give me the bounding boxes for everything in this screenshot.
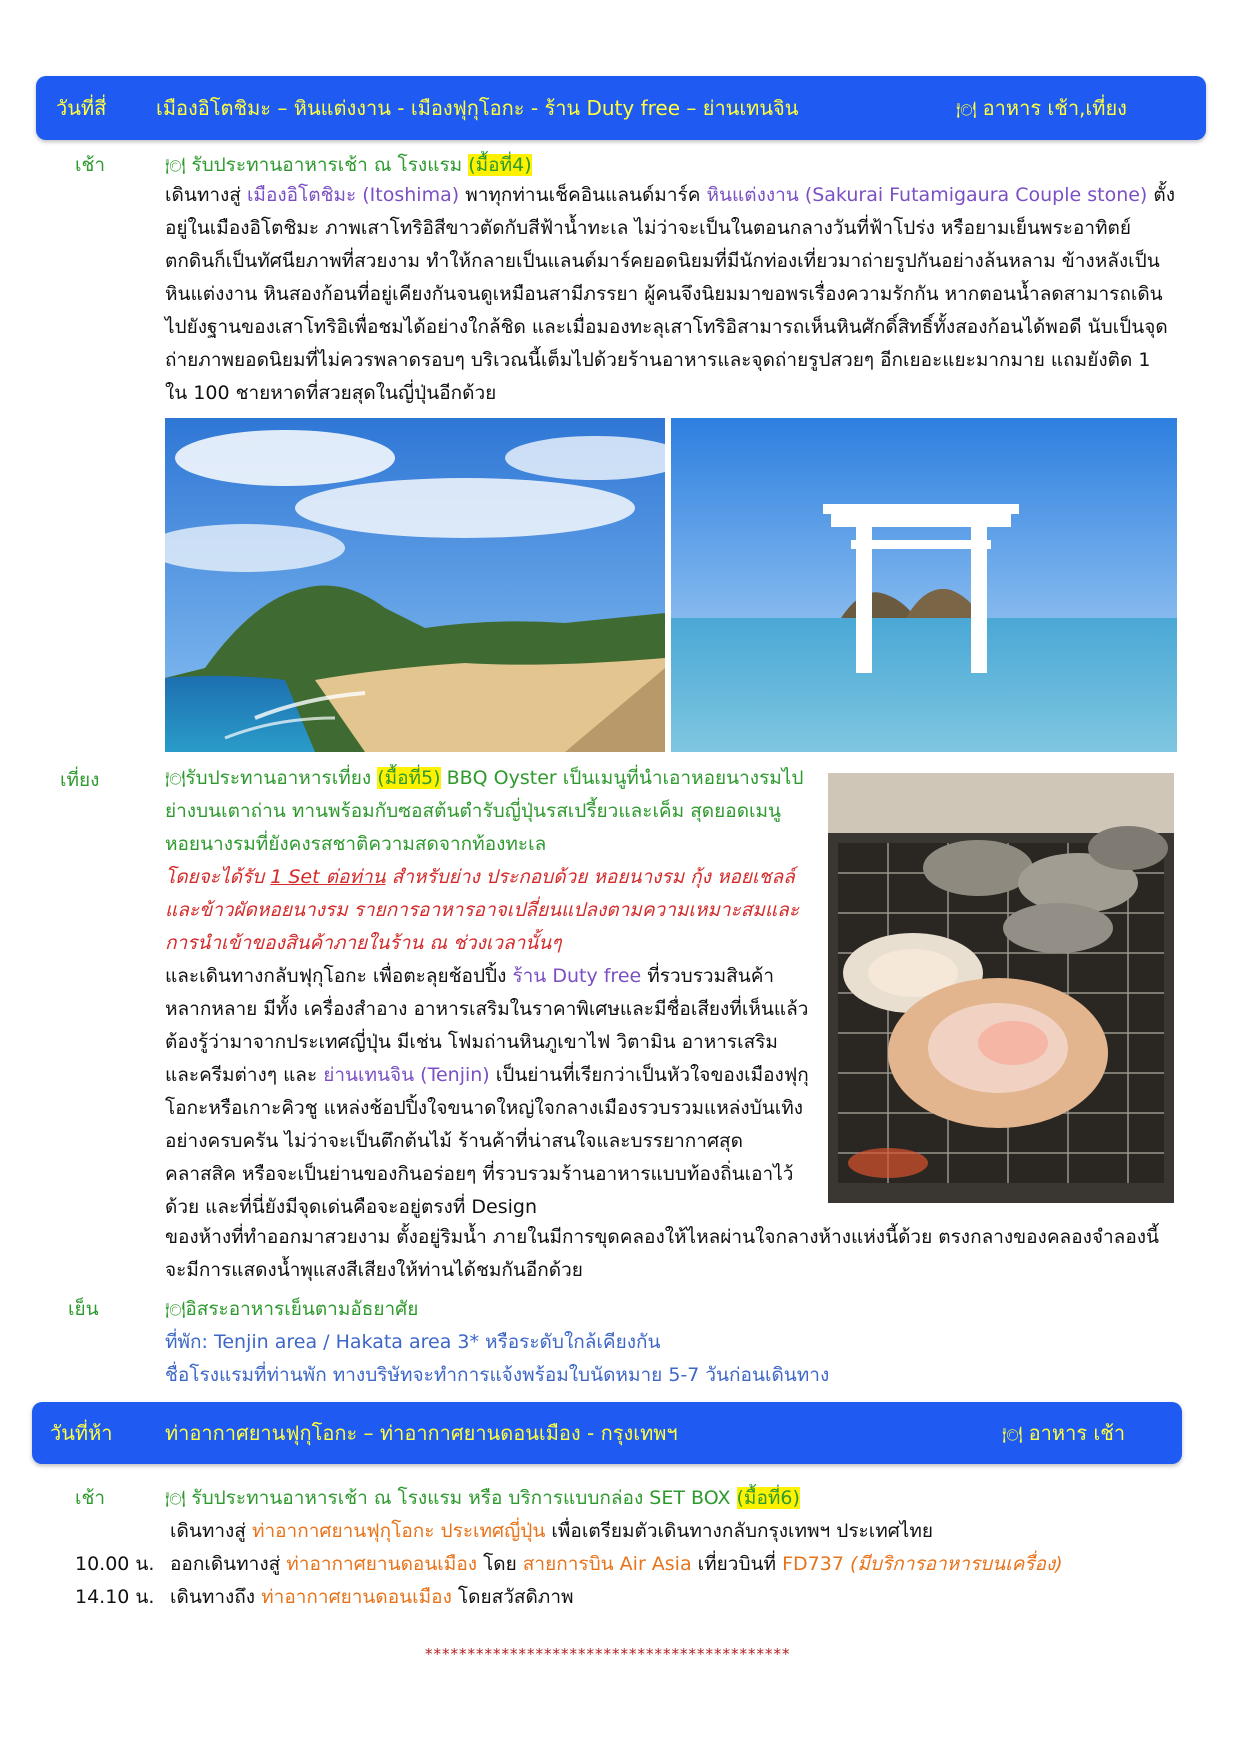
torii-couple-stone-photo — [671, 418, 1177, 752]
day5-morning-slot: เช้า — [75, 1487, 106, 1509]
day4-route: เมืองอิโตชิมะ – หินแต่งงาน - เมืองฟุกุโอกะ - ร้าน Duty free – ย่านเทนจิน — [156, 96, 799, 120]
day4-day-label: วันที่สี่ — [56, 96, 107, 120]
day5-meals: 🍽 อาหาร เช้า — [1002, 1421, 1126, 1445]
beach-photo — [165, 418, 665, 752]
day4-lunch-slot: เที่ยง — [60, 769, 100, 791]
plate-fork-icon: 🍽 — [165, 1300, 186, 1319]
plate-fork-icon: 🍽 — [956, 100, 977, 119]
day4-lunch-note: โดยจะได้รับ 1 Set ต่อท่าน สำหรับย่าง ประกอบด้วย หอยนางรม กุ้ง หอยเชลล์ และข้าวผัดหอยนางรม รายการอาหารอาจเปลี่ยนแปลงตามความเหมาะสมและการนำเข้าของสินค้าภายในร้าน ณ ช่วงเวลานั้นๆ — [165, 866, 800, 954]
hotel-info: ที่พัก: Tenjin area / Hakata area 3* หรือระดับใกล้เคียงกัน — [165, 1331, 661, 1353]
day5-day-label: วันที่ห้า — [50, 1421, 113, 1445]
meal-number: (มื้อที่5) — [377, 767, 441, 789]
arrival-line: เดินทางถึง ท่าอากาศยานดอนเมือง โดยสวัสดิภาพ — [170, 1586, 574, 1608]
arrival-time: 14.10 น. — [75, 1586, 155, 1608]
day4-lunch-paragraph: 🍽รับประทานอาหารเที่ยง (มื้อที่5) BBQ Oyster เป็นเมนูที่นำเอาหอยนางรมไปย่างบนเตาถ่าน ทานพร้อมกับซอสต้นตำรับญี่ปุ่นรสเปรี้ยวและเค็ม สุดยอดเมนูหอยนางรมที่ยังคงรสชาติความสดจากท้องทะเล — [165, 767, 804, 855]
plate-fork-icon: 🍽 — [1002, 1425, 1023, 1444]
plate-fork-icon: 🍽 — [165, 1489, 186, 1508]
day5-header-bar — [32, 1402, 1182, 1464]
day4-morning-paragraph: เดินทางสู่ เมืองอิโตชิมะ (Itoshima) พาทุกท่านเช็คอินแลนด์มาร์ค หินแต่งงาน (Sakurai Futamigaura Couple stone) ตั้งอยู่ในเมืองอิโตชิมะ ภาพเสาโทริอิสีขาวตัดกับสีฟ้าน้ำทะเล ไม่ว่าจะเป็นในตอนกลางวันที่ฟ้าโปร่ง หรือยามเย็นพระอาทิตย์ตกดินก็เป็นทัศนียภาพที่สวยงาม ทำให้กลายเป็นแลนด์มาร์คยอดนิยมที่มีนักท่องเที่ยวมาถ่ายรูปกันอย่างล้นหลาม ข้างหลังเป็นหินแต่งงาน หินสองก้อนที่อยู่เคียงกันจนดูเหมือนสามีภรรยา ผู้คนจึงนิยมมาขอพรเรื่องความรักกัน หากตอนน้ำลดสามารถเดินไปยังฐานของเสาโทริอิเพื่อชมได้อย่างใกล้ชิด และเมื่อมองทะลุเสาโทริอิสามารถเห็นหินศักดิ์สิทธิ์ทั้งสองก้อนได้พอดี นับเป็นจุดถ่ายภาพยอดนิยมที่ไม่ควรพลาดรอบๆ บริเวณนี้เต็มไปด้วยร้านอาหารและจุดถ่ายรูปสวยๆ อีกเยอะแยะมากมาย แถมยังติด 1 ใน 100 ชายหาดที่สวยสุดในญี่ปุ่นอีกด้วย — [165, 184, 1176, 404]
day4-dinner-slot: เย็น — [68, 1298, 99, 1320]
day4-header-bar — [36, 76, 1206, 140]
day4-morning-slot: เช้า — [75, 154, 106, 176]
day4-breakfast-line: 🍽 รับประทานอาหารเช้า ณ โรงแรม (มื้อที่4) — [165, 154, 532, 176]
bbq-oyster-photo — [828, 773, 1174, 1203]
plate-fork-icon: 🍽 — [165, 156, 186, 175]
day5-route: ท่าอากาศยานฟุกุโอกะ – ท่าอากาศยานดอนเมือง - กรุงเทพฯ — [165, 1421, 678, 1445]
departure-time: 10.00 น. — [75, 1553, 155, 1575]
hotel-note: ชื่อโรงแรมที่ท่านพัก ทางบริษัทจะทำการแจ้งพร้อมใบนัดหมาย 5-7 วันก่อนเดินทาง — [165, 1364, 830, 1386]
meal-number: (มื้อที่4) — [468, 154, 532, 176]
departure-line: ออกเดินทางสู่ ท่าอากาศยานดอนเมือง โดย สายการบิน Air Asia เที่ยวบินที่ FD737 (มีบริการอาหารบนเครื่อง) — [170, 1553, 1063, 1575]
meal-number: (มื้อที่6) — [736, 1487, 800, 1509]
day5-transfer-line: เดินทางสู่ ท่าอากาศยานฟุกุโอกะ ประเทศญี่ปุ่น เพื่อเตรียมตัวเดินทางกลับกรุงเทพฯ ประเทศไทย — [170, 1520, 934, 1542]
day4-dinner-line: 🍽อิสระอาหารเย็นตามอัธยาศัย — [165, 1298, 419, 1320]
day5-breakfast-line: 🍽 รับประทานอาหารเช้า ณ โรงแรม หรือ บริการแบบกล่อง SET BOX (มื้อที่6) — [165, 1487, 800, 1509]
day4-shopping-paragraph: และเดินทางกลับฟุกุโอกะ เพื่อตะลุยช้อปปิ้ง ร้าน Duty free ที่รวบรวมสินค้าหลากหลาย มีทั้ง เครื่องสำอาง อาหารเสริมในราคาพิเศษและมีชื่อเสียงที่เห็นแล้วต้องรู้ว่ามาจากประเทศญี่ปุ่น มีเช่น โฟมถ่านหินภูเขาไฟ วิตามิน อาหารเสริม และครีมต่างๆ และ ย่านเทนจิน (Tenjin) เป็นย่านที่เรียกว่าเป็นหัวใจของเมืองฟุกุโอกะหรือเกาะคิวชู แหล่งช้อปปิ้งใจขนาดใหญ่ใจกลางเมืองรวบรวมแหล่งบันเทิงอย่างครบครัน ไม่ว่าจะเป็นตึกต้นไม้ ร้านค้าที่น่าสนใจและบรรยากาศสุดคลาสสิค หรือจะเป็นย่านของกินอร่อยๆ ที่รวบรวมร้านอาหารแบบท้องถิ่นเอาไว้ด้วย และที่นี่ยังมีจุดเด่นคือจะอยู่ตรงที่ Design — [165, 965, 809, 1218]
day4-shopping-paragraph-cont: ของห้างที่ทำออกมาสวยงาม ตั้งอยู่ริมน้ำ ภายในมีการขุดคลองให้ไหลผ่านใจกลางห้างแห่งนี้ด้วย ตรงกลางของคลองจำลองนี้จะมีการแสดงน้ำพุแสงสีเสียงให้ท่านได้ชมกันอีกด้วย — [165, 1226, 1160, 1281]
footer-divider: ******************************************* — [425, 1645, 791, 1663]
day4-meals: 🍽 อาหาร เช้า,เที่ยง — [956, 96, 1127, 120]
plate-fork-icon: 🍽 — [165, 769, 186, 788]
